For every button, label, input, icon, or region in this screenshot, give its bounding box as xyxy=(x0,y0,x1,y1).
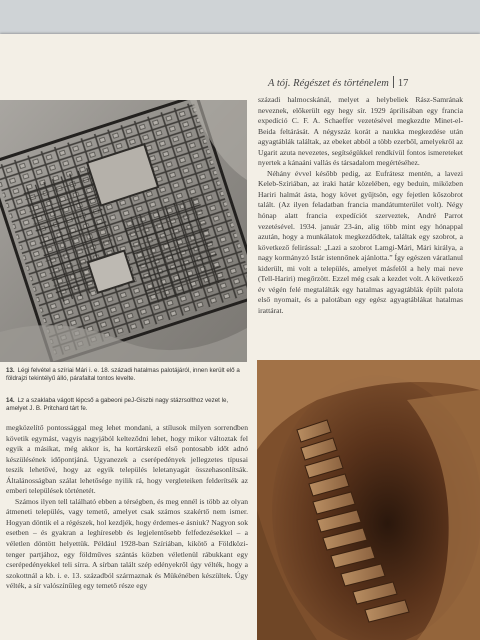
caption-figure-13 xyxy=(6,367,249,383)
aerial-photo-of-excavated-palace-ruins-icon xyxy=(0,100,247,362)
section-title: A tój. Régészet és történelem xyxy=(268,78,389,89)
header-divider xyxy=(393,76,394,88)
right-text-column xyxy=(258,95,463,357)
running-head xyxy=(268,76,468,89)
paragraph: századi halmocskánál, melyet a helybeliek Rász-Samrának neveznek, előkerült egy hegy sír. 1929 áprilisában egy francia expedíció C. F. A. Schaeffer vezetésével megkezdte Minet-el-Beida feltárását. A négyszáz korát a naukka megkezdése után agyagtáblák találtak, az ebeket abból a több ezerből, amelyekről az Ugarit azuta nevezetes, segítségükkel rendkívül fontos ismereteket nyertek a kánaáni vallás és társadalom megértéséhez. xyxy=(258,95,463,168)
caption-number: 14. xyxy=(6,397,15,404)
page-number: 17 xyxy=(397,78,409,89)
photo-of-spiral-stairway-in-earth-pit-icon xyxy=(257,360,480,640)
caption-number: 13. xyxy=(6,367,15,374)
caption-text: Légi felvétel a szíriai Mári i. e. 18. századi hatalmas palotájáról, innen került elő a földrajzi tekintélyű álló, párafaltal tontos levelte. xyxy=(6,367,240,382)
paragraph: Néhány évvel később pedig, az Eufrátesz mentén, a lavezi Keleb-Szíriában, az iraki határ közelében, egy beduin, miközben Hariri halmát ásta, hogy követ gyűjtsön, egy fejetlen kőszobrot talált. (Az ilyen feladatban francia mandátumterület volt). Négy hónap alatt francia expedíciót szerveztek, André Parrot vezetésével. 1934. január 23-án, alig több mint egy hónappal azután, hogy a munkálatok megkezdődtek, találtak egy szobrot, a következő felirással: „Lazi a szobrot Lamgi-Mári, Mári királya, a nagy kormányzó Istár istennőnek ajánlotta.” Így egészen váratlanul kiderült, mi volt a település, amelyet másfelől a hely mai neve (Tell-Hariri) megőrzött. Ezzel még csak a kezdet volt. A következő év végén felé megtalálták egy hatalmas agyagtáblák épült palota első nyomait, és a palotában egy egész agyagtáblákat hatalmas irattárat. xyxy=(258,168,463,315)
caption-figure-14 xyxy=(6,397,249,413)
paragraph: megközelítő pontossággal meg lehet mondani, a stílusok milyen sorrendben követik egymást, vagyis nagyjából kelteződni lehet, hogy mikor változtak fel egyik a másikat, még akkor is, ha kortárskezű első pontosabb időt adnó készülésének időpontjáná. Ugyanezek a cserépedények jellegzetes típusai teszik lehetővé, hogy az egyik település leletanyagát összehasonlítsák. Általánosságban szálat lehetősége nyilik rá, hogy vergleteiken felderítsék az emberi települések történetét. xyxy=(6,423,248,496)
aerial-palace-photo xyxy=(0,100,247,362)
stairway-pit-photo xyxy=(257,360,480,640)
paragraph: Számos ilyen tell található ebben a térségben, és meg ennél is több az olyan átmeneti település, vagy temető, amelyet csak számos szakértő nem ismer. Hogyan döntik el a régészek, hol kezdjék, hogy érdemes-e ásniuk? Nagyon sok esetben – és gyakran a leghíresebb és legjelentősebb felfedezésekkel – a véletlen döntött helyettük. Például 1928-ban Szíriában, kikötő a Földközi-tenger partjához, egy földműves szántás közben véletlenül rábukkant egy cserépedényekkel teli sírra. A sírban talált szép edényekről úgy vélték, hogy a szokottnál a kb. i. e. 13. századból származnak és Mükénében készültek. Úgy vélték, a sír valószínűleg egy temető része egy xyxy=(6,496,248,591)
left-text-column xyxy=(6,423,248,640)
caption-text: Lz a szaklaba vágott lépcső a gabeoni peJ-Giszbi nagy stázrsolthoz vezet le, amelyet J. B. Pritchard tárt fe. xyxy=(6,397,229,412)
